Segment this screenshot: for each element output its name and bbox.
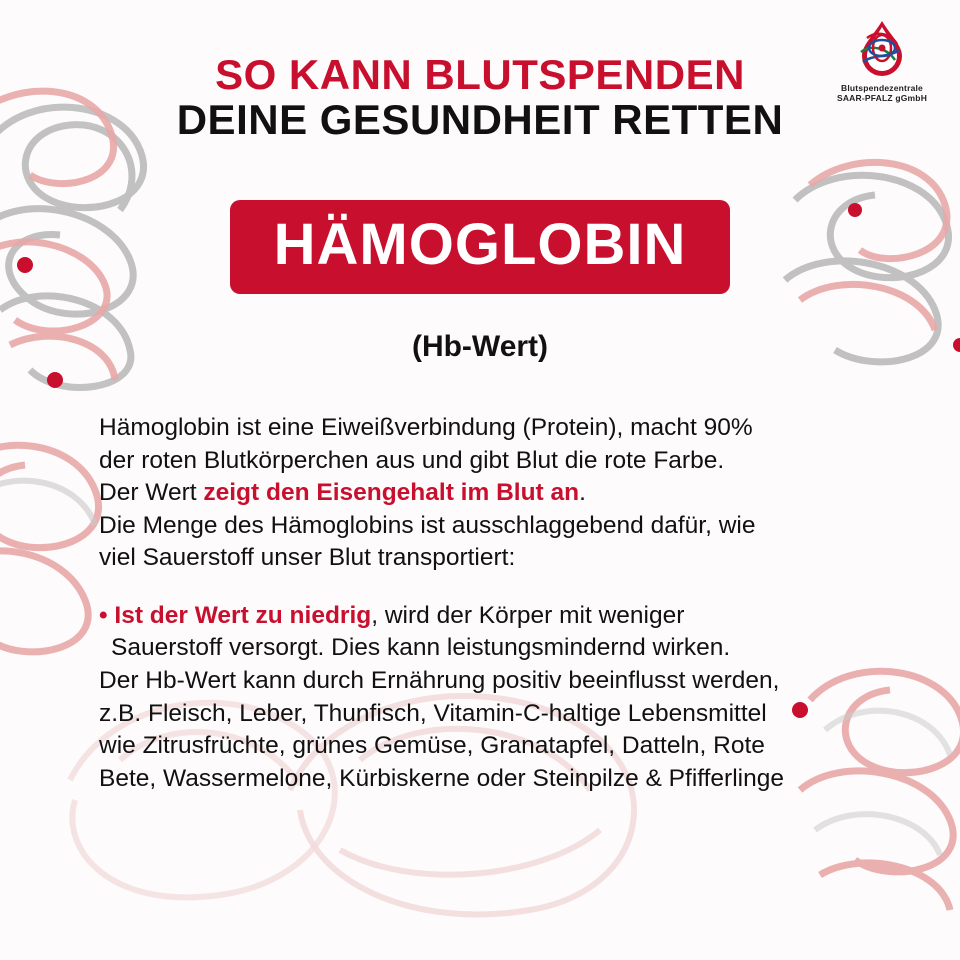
heading-line-2: DEINE GESUNDHEIT RETTEN — [176, 96, 784, 144]
paragraph-3-line-1: Der Hb-Wert kann durch Ernährung positiv beeinflusst werden, — [99, 667, 780, 695]
paragraph-1-line-3-suffix: . — [579, 479, 586, 507]
logo-text-line-1: Blutspendezentrale — [840, 83, 923, 93]
bullet-dot-icon: • — [99, 601, 108, 629]
paragraph-3-line-3: wie Zitrusfrüchte, grünes Gemüse, Granatapfel, Datteln, Rote — [99, 732, 765, 760]
bullet-strong-text: Ist der Wert zu niedrig — [114, 601, 372, 629]
heading-line-1: SO KANN BLUTSPENDEN — [215, 51, 745, 98]
paragraph-1-line-3 — [99, 477, 889, 510]
paragraph-1-line-2: der roten Blutkörperchen aus und gibt Blut die rote Farbe. — [99, 446, 725, 474]
paragraph-2-line-1: Die Menge des Hämoglobins ist ausschlaggebend dafür, wie — [99, 511, 756, 539]
body-copy — [99, 412, 889, 795]
bullet-rest-text: , wird der Körper mit weniger — [371, 601, 685, 629]
paragraph-3-line-2: z.B. Fleisch, Leber, Thunfisch, Vitamin-C-haltige Lebensmittel — [99, 699, 767, 727]
logo-text-line-2: SAAR-PFALZ gGmbH — [836, 92, 928, 103]
paragraph-2-line-2: viel Sauerstoff unser Blut transportiert: — [99, 544, 516, 572]
paragraph-1-line-1: Hämoglobin ist eine Eiweißverbindung (Protein), macht 90% — [99, 414, 753, 441]
paragraph-1-highlight: zeigt den Eisengehalt im Blut an — [203, 479, 580, 507]
paragraph-3-line-4: Bete, Wassermelone, Kürbiskerne oder Steinpilze & Pfifferlinge — [99, 764, 784, 792]
poster-heading — [0, 52, 960, 143]
haemoglobin-badge: HÄMOGLOBIN — [230, 200, 731, 294]
bullet-item — [99, 600, 889, 633]
paragraph-1-line-3-prefix: Der Wert — [99, 479, 204, 507]
bullet-item-line-2: Sauerstoff versorgt. Dies kann leistungsmindernd wirken. — [111, 634, 731, 662]
badge-container — [0, 200, 960, 294]
subtitle: (Hb-Wert) — [411, 330, 549, 363]
